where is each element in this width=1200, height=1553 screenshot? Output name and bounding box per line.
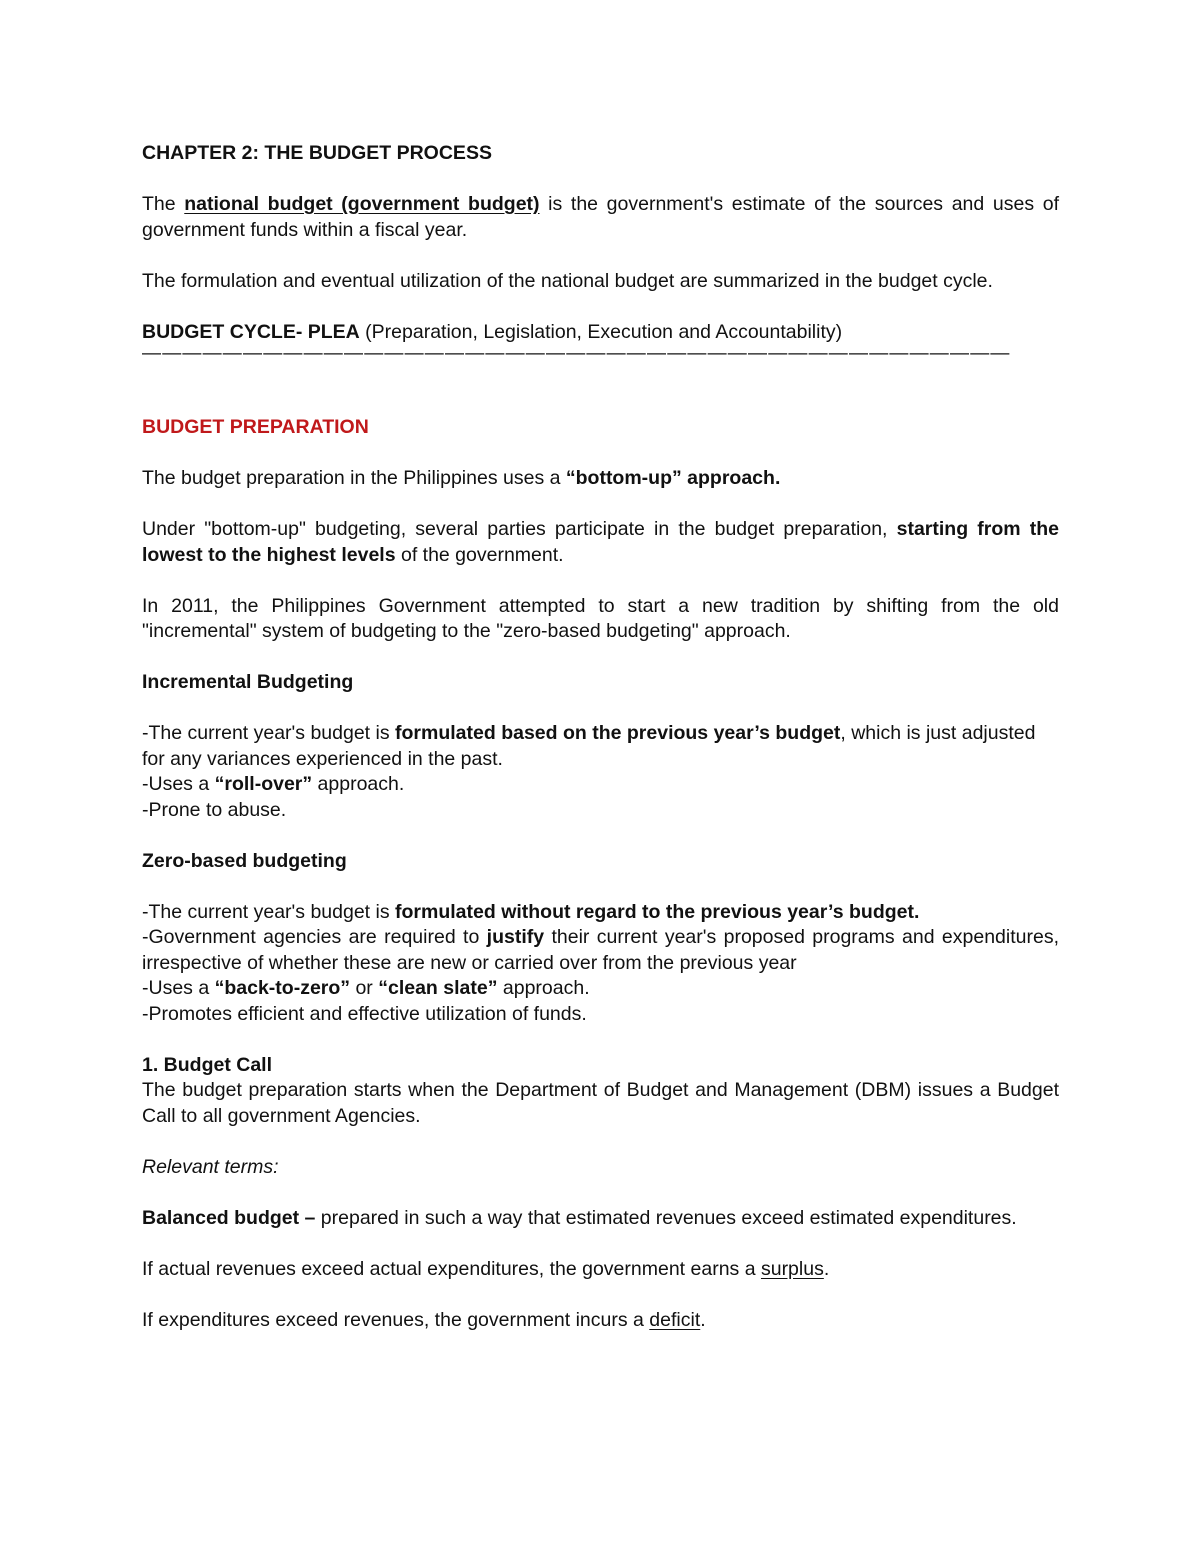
deficit-definition: If expenditures exceed revenues, the government incurs a deficit. [142,1308,706,1331]
incremental-heading: Incremental Budgeting [142,671,354,693]
deficit-term: deficit [649,1308,701,1331]
incremental-item-1: -The current year's budget is formulated based on the previous year’s budget, which is just adjusted for any variances experienced in the past. [142,722,1036,770]
chapter-title: CHAPTER 2: THE BUDGET PROCESS [142,142,492,164]
balanced-budget-definition: Balanced budget – prepared in such a way that estimated revenues exceed estimated expenditures. [142,1206,1017,1229]
incremental-item-3: -Prone to abuse. [142,798,287,821]
zero-based-shift-paragraph: In 2011, the Philippines Government attempted to start a new tradition by shifting from the old "incremental" system of budgeting to the "zero-based budgeting" approach. [142,594,1059,642]
surplus-definition: If actual revenues exceed actual expenditures, the government earns a surplus. [142,1257,830,1280]
zero-based-heading: Zero-based budgeting [142,849,347,872]
zero-based-item-2: -Government agencies are required to justify their current year's proposed programs and expenditures, irrespective of whether these are new or carried over from the previous year [142,926,1059,974]
budget-cycle-label: BUDGET CYCLE- PLEA [142,320,360,343]
dashed-divider: ——————————————————————————————————————————— [142,345,1011,363]
zero-based-item-4: -Promotes efficient and effective utilization of funds. [142,1002,587,1025]
national-budget-definition: The national budget (government budget) is the government's estimate of the sources and uses of government funds within a fiscal year. [142,193,1059,241]
relevant-terms-label: Relevant terms: [142,1155,279,1178]
budget-cycle-line: BUDGET CYCLE- PLEA (Preparation, Legislation, Execution and Accountability) [142,320,843,343]
bottom-up-paragraph: The budget preparation in the Philippines uses a “bottom-up” approach. [142,467,781,489]
national-budget-term: national budget (government budget) [184,193,540,215]
budget-call-text: The budget preparation starts when the Department of Budget and Management (DBM) issues a Budget Call to all government Agencies. [142,1079,1059,1127]
zero-based-item-1: -The current year's budget is formulated without regard to the previous year’s budget. [142,900,920,923]
budget-cycle-intro: The formulation and eventual utilization of the national budget are summarized in the budget cycle. [142,269,993,292]
budget-call-heading: 1. Budget Call [142,1053,273,1076]
budget-preparation-heading: BUDGET PREPARATION [142,416,369,438]
bottom-up-detail-paragraph: Under "bottom-up" budgeting, several parties participate in the budget preparation, starting from the lowest to the highest levels of the government. [142,518,1059,566]
incremental-item-2: -Uses a “roll-over” approach. [142,773,405,795]
zero-based-item-3: -Uses a “back-to-zero” or “clean slate” approach. [142,977,590,999]
surplus-term: surplus [760,1257,824,1280]
